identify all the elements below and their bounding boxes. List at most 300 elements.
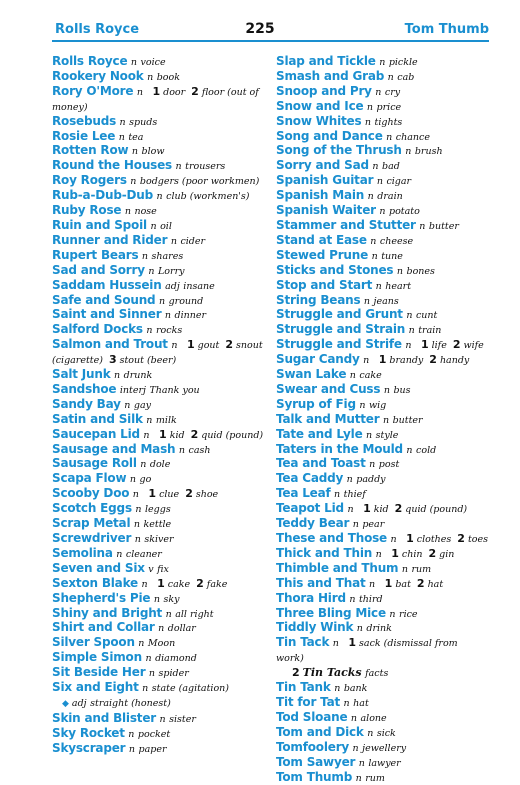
- definition: cake: [359, 370, 381, 381]
- sub-headword: Tin Tacks: [303, 666, 362, 679]
- definition: jeans: [374, 296, 399, 307]
- definition: cry: [385, 87, 400, 98]
- entry-headword: Struggle and Strain: [276, 322, 405, 336]
- dictionary-entry: [52, 487, 264, 502]
- definition: dole: [150, 459, 170, 470]
- entry-headword: Sugar Candy: [276, 352, 360, 366]
- definition: butter: [393, 415, 423, 426]
- sense-number: 1: [373, 353, 390, 366]
- entry-headword: Rotten Row: [52, 143, 128, 157]
- dictionary-entry: [276, 562, 488, 577]
- entry-headword: Rolls Royce: [52, 54, 127, 68]
- definition: tea: [128, 132, 143, 143]
- dictionary-entry: [276, 219, 488, 234]
- definition: potato: [389, 206, 420, 217]
- part-of-speech: n: [406, 445, 412, 456]
- definition: shoe: [196, 489, 218, 500]
- entry-headword: Spanish Main: [276, 188, 364, 202]
- dictionary-entry: [276, 502, 488, 517]
- entry-headword: Tea and Toast: [276, 456, 366, 470]
- dictionary-entry: [276, 547, 488, 562]
- part-of-speech: n: [146, 415, 152, 426]
- page-number: 225: [0, 21, 520, 37]
- entry-headword: String Beans: [276, 293, 360, 307]
- definition: cunt: [416, 310, 437, 321]
- part-of-speech: n: [116, 549, 122, 560]
- entry-headword: Rosie Lee: [52, 129, 115, 143]
- entry-headword: Smash and Grab: [276, 69, 384, 83]
- definition: straight (honest): [90, 698, 171, 709]
- definition: snout (cigarette): [52, 340, 263, 366]
- entry-headword: Satin and Silk: [52, 412, 143, 426]
- part-of-speech: n: [402, 564, 408, 575]
- definition: quid (pound): [405, 504, 467, 515]
- definition: chance: [396, 132, 430, 143]
- part-of-speech: n: [135, 504, 141, 515]
- entry-headword: Tomfoolery: [276, 740, 349, 754]
- definition: sack (dismissal from work): [276, 638, 458, 664]
- entry-headword: Rory O'More: [52, 84, 133, 98]
- definition: gay: [134, 400, 151, 411]
- dictionary-entry: [52, 368, 264, 383]
- entry-headword: Scapa Flow: [52, 471, 126, 485]
- dictionary-entry: [276, 294, 488, 309]
- entry-headword: Scooby Doo: [52, 486, 129, 500]
- page-header: [0, 0, 520, 36]
- dictionary-entry: [52, 204, 264, 219]
- part-of-speech: n: [379, 57, 385, 68]
- definition: quid (pound): [201, 430, 263, 441]
- dictionary-entry: [276, 249, 488, 264]
- entry-headword: Salt Junk: [52, 367, 111, 381]
- definition: dollar: [168, 623, 196, 634]
- dictionary-entry: [52, 219, 264, 234]
- dictionary-entry: [276, 771, 488, 785]
- definition: gout: [198, 340, 220, 351]
- sense-number: 2: [451, 532, 468, 545]
- part-of-speech: n: [364, 296, 370, 307]
- dictionary-entry: [276, 383, 488, 398]
- definition: insane: [183, 281, 214, 292]
- definition: clothes: [417, 534, 452, 545]
- sense-number: 1: [151, 577, 168, 590]
- sense-number: 3: [103, 353, 120, 366]
- definition: rum: [365, 773, 385, 784]
- sense-number: 2: [411, 577, 428, 590]
- part-of-speech: v: [148, 564, 153, 575]
- part-of-speech: n: [149, 668, 155, 679]
- entry-headword: Teapot Lid: [276, 501, 344, 515]
- definition: Moon: [148, 638, 175, 649]
- dictionary-entry: [276, 711, 488, 726]
- definition: train: [418, 325, 441, 336]
- part-of-speech: n: [363, 355, 369, 366]
- definition: Lorry: [158, 266, 184, 277]
- dictionary-entry: [276, 517, 488, 532]
- dictionary-entry: [276, 577, 488, 592]
- definition: thief: [344, 489, 366, 500]
- entry-headword: Snow Whites: [276, 114, 361, 128]
- dictionary-entry: [276, 457, 488, 472]
- definition: tights: [375, 117, 403, 128]
- part-of-speech: n: [166, 609, 172, 620]
- entry-headword: Sandshoe: [52, 382, 116, 396]
- sense-number: 1: [342, 636, 359, 649]
- part-of-speech: adj: [165, 281, 180, 292]
- dictionary-entry: [52, 621, 264, 636]
- part-of-speech: n: [334, 489, 340, 500]
- entry-headword: Skyscraper: [52, 741, 125, 755]
- entry-headword: Saucepan Lid: [52, 427, 140, 441]
- entry-headword: Scrap Metal: [52, 516, 130, 530]
- sense-number: 1: [415, 338, 432, 351]
- entry-headword: Sky Rocket: [52, 726, 125, 740]
- part-of-speech: n: [119, 132, 125, 143]
- part-of-speech: n: [356, 773, 362, 784]
- definition: sick: [377, 728, 396, 739]
- dictionary-entry: [52, 443, 264, 458]
- part-of-speech: n: [138, 638, 144, 649]
- part-of-speech: adj: [72, 698, 87, 709]
- definition: hat: [353, 698, 369, 709]
- entry-headword: Rub-a-Dub-Dub: [52, 188, 153, 202]
- entry-headword: Roy Rogers: [52, 173, 127, 187]
- dictionary-entry: [52, 279, 264, 294]
- definition: pear: [362, 519, 384, 530]
- definition: cold: [416, 445, 436, 456]
- dictionary-entry: [276, 756, 488, 771]
- definition: gin: [439, 549, 454, 560]
- definition: diamond: [155, 653, 197, 664]
- part-of-speech: n: [146, 325, 152, 336]
- part-of-speech: n: [165, 310, 171, 321]
- entry-headword: Tea Caddy: [276, 471, 343, 485]
- dictionary-entry: [52, 249, 264, 264]
- entry-headword: Skin and Blister: [52, 711, 156, 725]
- definition: cigar: [386, 176, 411, 187]
- entry-headword: Swear and Cuss: [276, 382, 380, 396]
- part-of-speech: n: [130, 176, 136, 187]
- entry-headword: Stammer and Stutter: [276, 218, 416, 232]
- definition: post: [379, 459, 400, 470]
- entry-headword: Teddy Bear: [276, 516, 349, 530]
- diamond-icon: ◆: [62, 699, 72, 709]
- sense-number: 1: [146, 85, 163, 98]
- sense-number: 2: [389, 502, 406, 515]
- dictionary-entry: [52, 532, 264, 547]
- part-of-speech: n: [349, 594, 355, 605]
- sense-number: 2: [423, 353, 440, 366]
- part-of-speech: n: [359, 758, 365, 769]
- definition: kid: [170, 430, 185, 441]
- part-of-speech: n: [145, 653, 151, 664]
- definition: dinner: [175, 310, 207, 321]
- entry-headword: These and Those: [276, 531, 387, 545]
- dictionary-entry: [52, 636, 264, 651]
- entry-headword: Song and Dance: [276, 129, 383, 143]
- dictionary-entry: [52, 189, 264, 204]
- entry-headword: Struggle and Grunt: [276, 307, 403, 321]
- part-of-speech: n: [368, 191, 374, 202]
- sense-number: 2: [190, 577, 207, 590]
- entry-headword: This and That: [276, 576, 366, 590]
- entry-headword: Tin Tack: [276, 635, 329, 649]
- part-of-speech: n: [129, 744, 135, 755]
- sense-number: 2: [286, 666, 303, 679]
- dictionary-entry: [276, 130, 488, 145]
- sense-number: 1: [379, 577, 396, 590]
- entry-headword: Scotch Eggs: [52, 501, 132, 515]
- sense-number: 2: [179, 487, 196, 500]
- entry-headword: Spanish Guitar: [276, 173, 373, 187]
- part-of-speech: n: [135, 534, 141, 545]
- part-of-speech: n: [367, 102, 373, 113]
- dictionary-entry: [52, 577, 264, 592]
- dictionary-entry: [52, 55, 264, 70]
- part-of-speech: n: [171, 236, 177, 247]
- entry-headword: Seven and Six: [52, 561, 145, 575]
- part-of-speech: n: [120, 117, 126, 128]
- part-of-speech: n: [365, 117, 371, 128]
- definition: stout (beer): [120, 355, 177, 366]
- definition: oil: [160, 221, 172, 232]
- part-of-speech: n: [376, 549, 382, 560]
- entry-headword: Tom Sawyer: [276, 755, 355, 769]
- dictionary-entry: [276, 472, 488, 487]
- dictionary-entry: [52, 323, 264, 338]
- dictionary-entry: [276, 100, 488, 115]
- part-of-speech: n: [409, 325, 415, 336]
- part-of-speech: n: [154, 594, 160, 605]
- sense-number: 1: [142, 487, 159, 500]
- dictionary-entry: [276, 189, 488, 204]
- part-of-speech: n: [353, 519, 359, 530]
- entry-headword: Stewed Prune: [276, 248, 368, 262]
- definition: fake: [207, 579, 228, 590]
- part-of-speech: n: [140, 459, 146, 470]
- dictionary-entry: [276, 621, 488, 636]
- entry-headword: Salmon and Trout: [52, 337, 168, 351]
- dictionary-entry: [276, 398, 488, 413]
- part-of-speech: n: [379, 206, 385, 217]
- dictionary-entry: [276, 55, 488, 70]
- definition: style: [376, 430, 399, 441]
- dictionary-entry: [52, 413, 264, 428]
- part-of-speech: n: [142, 251, 148, 262]
- definition: alone: [361, 713, 387, 724]
- left-column: [52, 55, 264, 757]
- part-of-speech: n: [359, 400, 365, 411]
- part-of-speech: n: [405, 146, 411, 157]
- entry-headword: Simple Simon: [52, 650, 142, 664]
- definition: third: [359, 594, 383, 605]
- definition: state (agitation): [152, 683, 229, 694]
- definition: cleaner: [126, 549, 162, 560]
- part-of-speech: n: [376, 281, 382, 292]
- entry-headword: Tate and Lyle: [276, 427, 363, 441]
- entry-headword: Saddam Hussein: [52, 278, 162, 292]
- definition: sister: [169, 714, 196, 725]
- right-column: [276, 55, 488, 785]
- part-of-speech: n: [124, 400, 130, 411]
- dictionary-entry: [276, 607, 488, 622]
- part-of-speech: n: [377, 176, 383, 187]
- entry-headword: Sit Beside Her: [52, 665, 145, 679]
- part-of-speech: n: [369, 579, 375, 590]
- definition: bad: [382, 161, 400, 172]
- dictionary-entry: [52, 742, 264, 757]
- dictionary-entry: [52, 130, 264, 145]
- dictionary-entry: [276, 681, 488, 696]
- dictionary-entry: [276, 413, 488, 428]
- definition: wig: [369, 400, 386, 411]
- sense-number: 1: [385, 547, 402, 560]
- part-of-speech: n: [176, 161, 182, 172]
- part-of-speech: n: [383, 415, 389, 426]
- dictionary-entry: [52, 681, 264, 712]
- entry-headword: Spanish Waiter: [276, 203, 376, 217]
- entry-headword: Ruby Rose: [52, 203, 121, 217]
- dictionary-entry: [276, 70, 488, 85]
- sense-number: 1: [400, 532, 417, 545]
- entry-headword: Shirt and Collar: [52, 620, 155, 634]
- header-rule: [52, 40, 489, 42]
- dictionary-entry: [276, 144, 488, 159]
- definition: cab: [397, 72, 414, 83]
- entry-headword: Tit for Tat: [276, 695, 340, 709]
- part-of-speech: interj: [120, 385, 146, 396]
- definition: trousers: [185, 161, 225, 172]
- dictionary-entry: [52, 85, 264, 115]
- definition: Thank you: [149, 385, 199, 396]
- dictionary-entry: [276, 204, 488, 219]
- definition: tune: [381, 251, 403, 262]
- definition: bat: [395, 579, 411, 590]
- entry-headword: Stand at Ease: [276, 233, 367, 247]
- entry-headword: Tea Leaf: [276, 486, 331, 500]
- entry-headword: Snoop and Pry: [276, 84, 372, 98]
- entry-headword: Stop and Start: [276, 278, 372, 292]
- entry-headword: Six and Eight: [52, 680, 139, 694]
- entry-headword: Shiny and Bright: [52, 606, 162, 620]
- part-of-speech: n: [143, 430, 149, 441]
- definition: butter: [429, 221, 459, 232]
- definition: blow: [142, 146, 165, 157]
- dictionary-entry: [52, 308, 264, 323]
- sub-entry: [276, 666, 488, 681]
- dictionary-entry: [52, 115, 264, 130]
- entry-headword: Sausage and Mash: [52, 442, 175, 456]
- dictionary-entry: [52, 264, 264, 279]
- definition: bus: [393, 385, 410, 396]
- entry-headword: Sandy Bay: [52, 397, 121, 411]
- definition: door: [163, 87, 185, 98]
- dictionary-entry: [276, 323, 488, 338]
- part-of-speech: n: [397, 266, 403, 277]
- running-head-left: Rolls Royce: [55, 22, 139, 37]
- part-of-speech: n: [384, 385, 390, 396]
- dictionary-entry: [52, 592, 264, 607]
- part-of-speech: n: [171, 340, 177, 351]
- entry-headword: Saint and Sinner: [52, 307, 161, 321]
- dictionary-entry: [52, 727, 264, 742]
- part-of-speech: n: [333, 638, 339, 649]
- definition: floor (out of money): [52, 87, 259, 113]
- part-of-speech: n: [114, 370, 120, 381]
- entry-headword: Syrup of Fig: [276, 397, 356, 411]
- dictionary-entry: [52, 651, 264, 666]
- entry-headword: Taters in the Mould: [276, 442, 403, 456]
- entry-headword: Thick and Thin: [276, 546, 372, 560]
- entry-headword: Runner and Rider: [52, 233, 167, 247]
- definition: bank: [344, 683, 368, 694]
- part-of-speech: n: [128, 729, 134, 740]
- entry-headword: Semolina: [52, 546, 113, 560]
- definition: chin: [402, 549, 423, 560]
- dictionary-entry: [52, 428, 264, 443]
- entry-headword: Sorry and Sad: [276, 158, 369, 172]
- sub-entry: [52, 696, 264, 712]
- definition: rocks: [156, 325, 182, 336]
- definition: bones: [407, 266, 435, 277]
- definition: kettle: [144, 519, 172, 530]
- dictionary-entry: [276, 726, 488, 741]
- sense-number: 2: [447, 338, 464, 351]
- dictionary-entry: [52, 144, 264, 159]
- dictionary-entry: [276, 338, 488, 353]
- part-of-speech: n: [389, 609, 395, 620]
- definition: handy: [440, 355, 469, 366]
- dictionary-entry: [52, 457, 264, 472]
- dictionary-entry: [276, 428, 488, 443]
- definition: shares: [152, 251, 184, 262]
- part-of-speech: n: [347, 504, 353, 515]
- dictionary-entry: [276, 741, 488, 756]
- part-of-speech: n: [141, 579, 147, 590]
- dictionary-entry: [276, 353, 488, 368]
- part-of-speech: n: [372, 161, 378, 172]
- entry-headword: Swan Lake: [276, 367, 346, 381]
- part-of-speech: n: [375, 87, 381, 98]
- part-of-speech: n: [132, 146, 138, 157]
- definition: book: [157, 72, 180, 83]
- sense-number: 2: [219, 338, 236, 351]
- entry-headword: Thora Hird: [276, 591, 346, 605]
- entry-headword: Sad and Sorry: [52, 263, 145, 277]
- definition: drunk: [124, 370, 153, 381]
- dictionary-entry: [52, 562, 264, 577]
- part-of-speech: n: [159, 296, 165, 307]
- dictionary-entry: [52, 502, 264, 517]
- definition: pocket: [138, 729, 170, 740]
- dictionary-entry: [52, 398, 264, 413]
- entry-headword: Screwdriver: [52, 531, 131, 545]
- entry-headword: Snow and Ice: [276, 99, 363, 113]
- definition: clue: [159, 489, 179, 500]
- dictionary-entry: [52, 607, 264, 622]
- entry-headword: Tod Sloane: [276, 710, 347, 724]
- part-of-speech: n: [134, 519, 140, 530]
- dictionary-entry: [276, 696, 488, 711]
- definition: drain: [377, 191, 402, 202]
- sense-number: 2: [423, 547, 440, 560]
- dictionary-entry: [52, 666, 264, 681]
- entry-headword: Song of the Thrush: [276, 143, 402, 157]
- definition: hat: [428, 579, 444, 590]
- definition: drink: [366, 623, 392, 634]
- dictionary-entry: [52, 547, 264, 562]
- sense-number: 1: [153, 428, 170, 441]
